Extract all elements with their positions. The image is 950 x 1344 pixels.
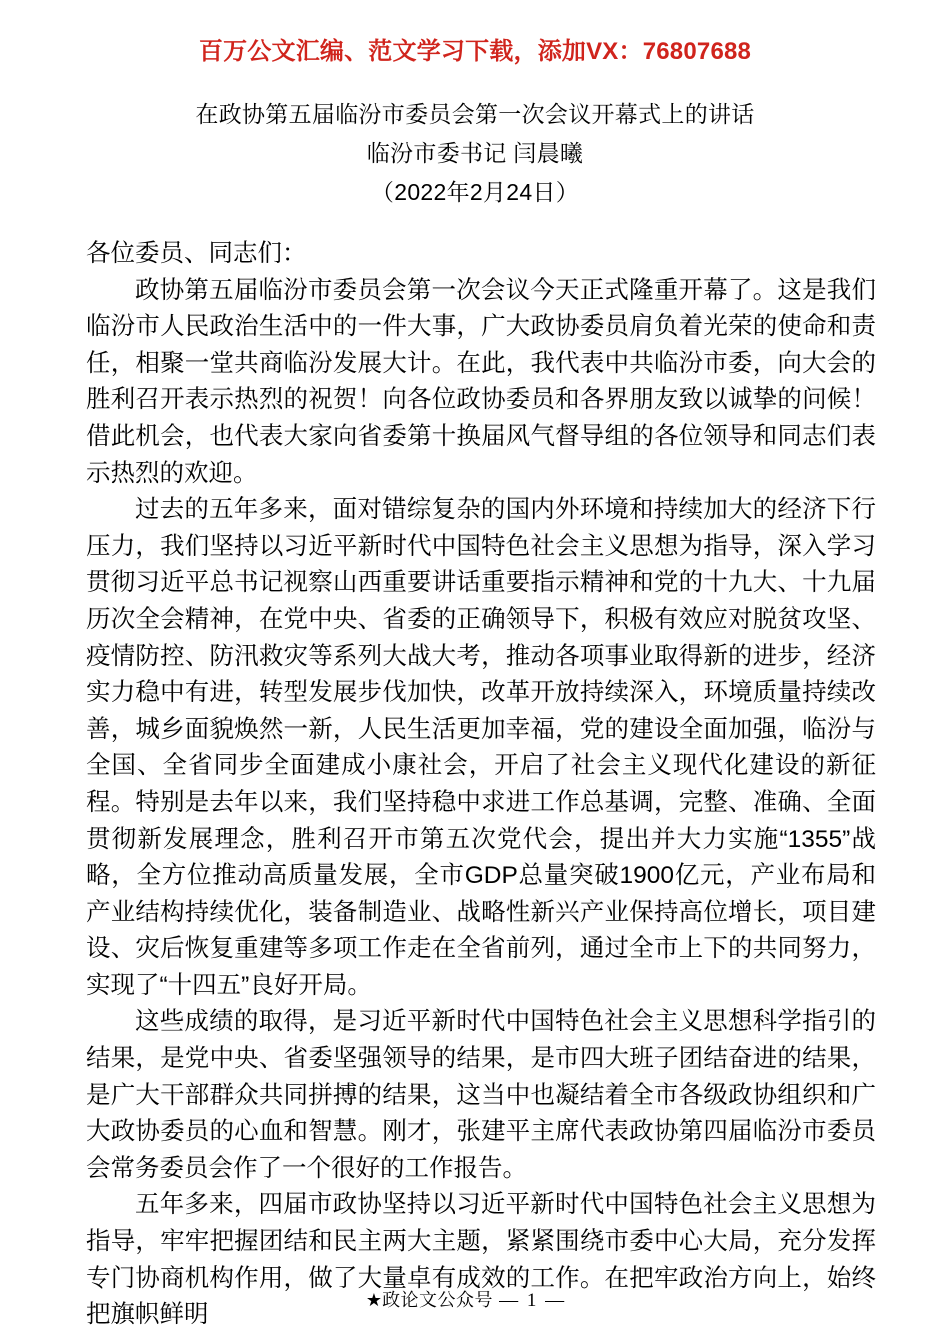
page-footer — [0, 1288, 950, 1313]
page-number: — 1 — — [499, 1290, 567, 1311]
paragraph-3: 这些成绩的取得，是习近平新时代中国特色社会主义思想科学指引的结果，是党中央、省委坚强领导的结果，是市四大班子团结奋进的结果，是广大干部群众共同拼搏的结果，这当中也凝结着全市各级政协组织和广大政协委员的心血和智慧。刚才，张建平主席代表政协第四届临汾市委员会常务委员会作了一个很好的工作报告。 — [86, 1008, 876, 1182]
star-icon: ★ — [365, 1290, 383, 1310]
page-title: 在政协第五届临汾市委员会第一次会议开幕式上的讲话 — [195, 101, 755, 127]
footer-content — [366, 1288, 566, 1313]
paragraph-1: 政协第五届临汾市委员会第一次会议今天正式隆重开幕了。这是我们临汾市人民政治生活中的一件大事，广大政协委员肩负着光荣的使命和责任，相聚一堂共商临汾发展大计。在此，我代表中共临汾市委，向大会的胜利召开表示热烈的祝贺！向各位政协委员和各界朋友致以诚挚的问候！借此机会，也代表大家向省委第十换届风气督导组的各位领导和同志们表示热烈的欢迎。 — [86, 276, 876, 487]
document-body — [86, 236, 876, 1334]
paragraph-2: 过去的五年多来，面对错综复杂的国内外环境和持续加大的经济下行压力，我们坚持以习近平新时代中国特色社会主义思想为指导，深入学习贯彻习近平总书记视察山西重要讲话重要指示精神和党的十九大、十九届历次全会精神，在党中央、省委的正确领导下，积极有效应对脱贫攻坚、疫情防控、防汛救灾等系列大战大考，推动各项事业取得新的进步，经济实力稳中有进，转型发展步伐加快，改革开放持续深入，环境质量持续改善，城乡面貌焕然一新，人民生活更加幸福，党的建设全面加强，临汾与全国、全省同步全面建成小康社会，开启了社会主义现代化建设的新征程。特别是去年以来，我们坚持稳中求进工作总基调，完整、准确、全面贯彻新发展理念，胜利召开市第五次党代会，提出并大力实施“1355”战略，全方位推动高质量发展，全市GDP总量突破1900亿元，产业布局和产业结构持续优化，装备制造业、战略性新兴产业保持高位增长，项目建设、灾后恢复重建等多项工作走在全省前列，通过全市上下的共同努力，实现了“十四五”良好开局。 — [86, 496, 876, 999]
promo-banner: 百万公文汇编、范文学习下载，添加VX：76807688 — [198, 38, 752, 65]
document-date: （2022年2月24日） — [370, 179, 580, 205]
paragraph-4: 五年多来，四届市政协坚持以习近平新时代中国特色社会主义思想为指导，牢牢把握团结和民主两大主题，紧紧围绕市委中心大局，充分发挥专门协商机构作用，做了大量卓有成效的工作。在把牢政治方向上，始终把旗帜鲜明 — [86, 1191, 876, 1329]
document-author: 临汾市委书记 闫晨曦 — [366, 140, 584, 166]
title-block — [0, 98, 950, 208]
paragraph-salutation: 各位委员、同志们： — [86, 240, 307, 267]
footer-brand-label: 政论文公众号 — [382, 1290, 494, 1310]
